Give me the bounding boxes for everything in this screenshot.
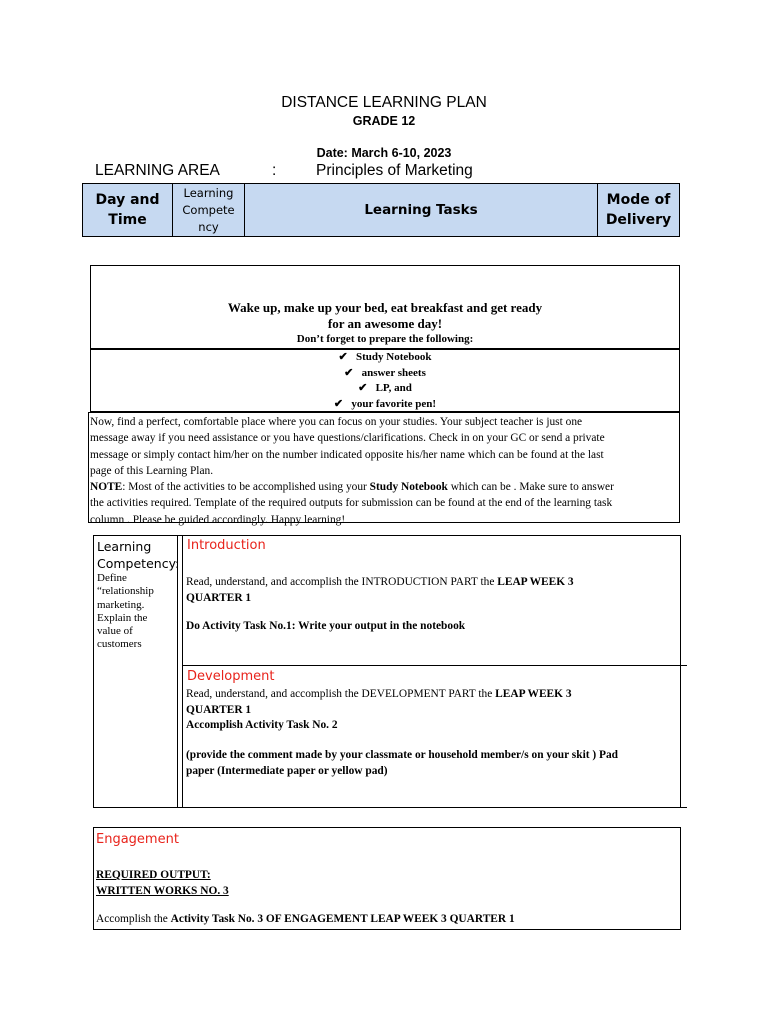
greeting-line2: for an awesome day!: [327, 316, 443, 331]
header-day-time-line1: Day and: [95, 192, 160, 208]
table-header: [82, 183, 680, 237]
learning-area-colon: :: [272, 162, 277, 179]
header-day-time-line2: Time: [108, 212, 147, 228]
date-label: Date: March 6-10, 2023: [316, 146, 452, 160]
checklist-item: [90, 350, 680, 363]
engagement-text: [96, 913, 515, 925]
required-output-label: REQUIRED OUTPUT:: [96, 869, 211, 881]
development-note: [186, 748, 618, 779]
development-note-line1: (provide the comment made by your classmate or household member/s on your skit ) Pad: [186, 749, 618, 761]
engagement-top-border: [93, 827, 681, 828]
introduction-line2: [186, 591, 574, 607]
introduction-task: Do Activity Task No.1: Write your output in the notebook: [186, 620, 466, 632]
introduction-heading: Introduction: [187, 538, 266, 553]
instructions-line: Now, find a perfect, comfortable place where you can focus on your studies. Your subject teacher is just one: [90, 416, 583, 428]
header-competency-line1: Learning: [183, 185, 234, 200]
competency-text: [97, 572, 154, 652]
development-text: [186, 687, 572, 734]
check-mark-icon: ✔: [338, 351, 348, 363]
greeting-text: [90, 300, 680, 332]
development-heading: Development: [187, 669, 275, 684]
competency-line: Define: [97, 572, 127, 584]
competency-left-border: [93, 535, 94, 808]
grade-label: GRADE 12: [352, 114, 416, 128]
instructions-line: message away if you need assistance or you have questions/clarifications. Check in on your GC or send a private: [90, 432, 605, 445]
introduction-text-c: QUARTER 1: [186, 591, 252, 604]
tasks-right-border: [680, 535, 681, 808]
check-mark-icon: ✔: [358, 382, 368, 394]
header-tasks: [245, 184, 598, 236]
engagement-text-b: Activity Task No. 3 OF ENGAGEMENT LEAP WEEK 3 QUARTER 1: [170, 913, 515, 925]
header-day-time: [83, 184, 173, 236]
competency-line: customers: [97, 638, 142, 651]
intro-dev-divider: [182, 665, 687, 666]
competency-line: “relationship: [97, 585, 154, 598]
note-line: [90, 479, 677, 495]
checklist-item-label: Study Notebook: [355, 351, 432, 363]
competency-label: [97, 538, 179, 572]
competency-label-line1: Learning: [97, 539, 152, 554]
engagement-text-a: Accomplish the: [96, 913, 171, 925]
development-text-c: QUARTER 1: [186, 703, 252, 716]
development-text-b: LEAP WEEK 3: [495, 688, 572, 700]
engagement-left-border: [93, 827, 94, 930]
development-task: [186, 718, 572, 734]
section-bottom-border: [93, 807, 687, 808]
engagement-required: [96, 868, 229, 899]
header-competency-line2: Compete: [182, 202, 235, 217]
learning-area-value: Principles of Marketing: [316, 162, 473, 179]
instructions-line: page of this Learning Plan.: [90, 464, 214, 477]
checklist-item-label: answer sheets: [361, 367, 426, 379]
development-note-line2: paper (Intermediate paper or yellow pad): [186, 764, 388, 777]
header-mode: [598, 184, 679, 236]
instructions-text: [90, 414, 677, 528]
introduction-text-b: LEAP WEEK 3: [497, 576, 574, 588]
development-task-label: Accomplish Activity Task No. 2: [186, 719, 338, 731]
checklist-item-label: LP, and: [375, 382, 412, 394]
header-mode-line2: Delivery: [605, 212, 672, 228]
note-text-b: Study Notebook: [369, 481, 448, 494]
note-text-a: : Most of the activities to be accomplished using your: [122, 481, 370, 494]
development-line1: [186, 687, 572, 703]
engagement-bottom-border: [93, 929, 681, 930]
engagement-heading: Engagement: [96, 832, 179, 847]
instructions-line: the activities required. Template of the required outputs for submission can be found at the end of the learning task: [90, 497, 613, 510]
greeting-line1: Wake up, make up your bed, eat breakfast and get ready: [227, 300, 543, 315]
checklist-item: [90, 381, 680, 394]
competency-line: value of: [97, 625, 133, 638]
development-line2: [186, 703, 572, 719]
tasks-left-border: [182, 535, 183, 808]
learning-area-label: LEARNING AREA: [95, 162, 220, 179]
header-mode-line1: Mode of: [606, 192, 671, 208]
header-competency-line3: ncy: [198, 219, 219, 234]
competency-line: marketing.: [97, 598, 145, 611]
checklist-item-label: your favorite pen!: [351, 398, 437, 410]
competency-right-border: [177, 535, 178, 808]
introduction-text: [186, 575, 574, 606]
check-mark-icon: ✔: [333, 398, 344, 410]
instructions-line: column . Please be guided accordingly. Happy learning!: [90, 513, 346, 526]
header-tasks-label: Learning Tasks: [364, 202, 478, 218]
note-label: NOTE: [90, 481, 123, 494]
header-competency: [173, 184, 245, 236]
reminder-text: Don’t forget to prepare the following:: [296, 333, 474, 345]
engagement-right-border: [680, 827, 681, 930]
development-text-a: Read, understand, and accomplish the DEVELOPMENT PART the: [186, 688, 496, 700]
document-title: DISTANCE LEARNING PLAN: [281, 94, 487, 111]
competency-line: Explain the: [97, 611, 148, 624]
instructions-line: message or simply contact him/her on the number indicated opposite his/her name which can be found at the last: [90, 448, 604, 461]
checklist-item: [90, 366, 680, 379]
check-mark-icon: ✔: [344, 367, 354, 379]
written-works-label: WRITTEN WORKS NO. 3: [96, 884, 229, 897]
introduction-text-a: Read, understand, and accomplish the INTRODUCTION PART the: [186, 576, 498, 588]
competency-label-line2: Competency:: [97, 556, 180, 571]
note-text-c: which can be . Make sure to answer: [447, 481, 614, 494]
checklist-item: [90, 397, 680, 410]
introduction-line1: [186, 575, 574, 591]
